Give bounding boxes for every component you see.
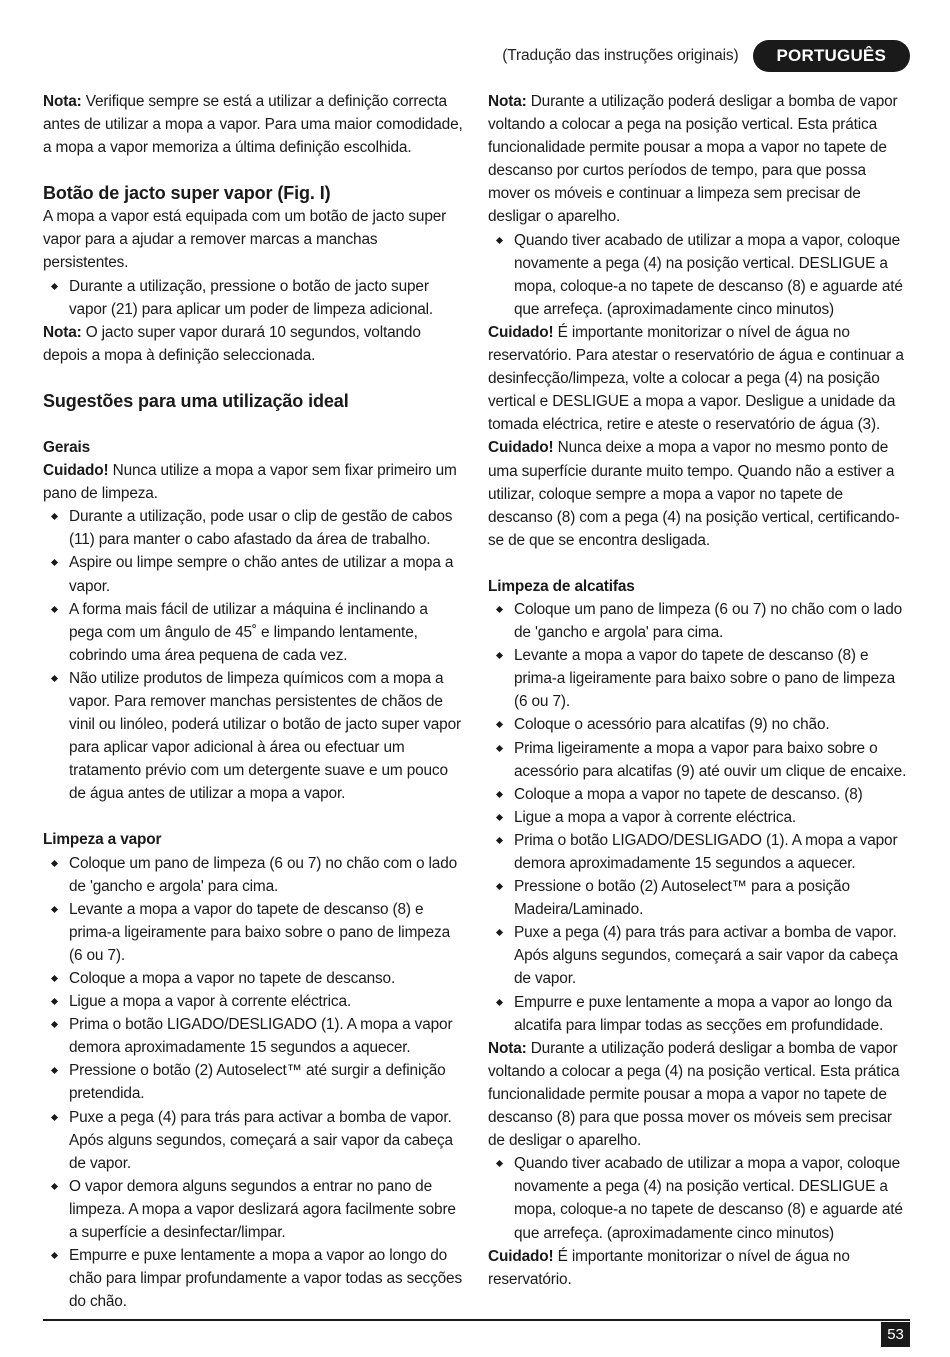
list-item: Empurre e puxe lentamente a mopa a vapor ao longo da alcatifa para limpar todas as secções em profundidade. bbox=[488, 991, 910, 1037]
list-item: Coloque um pano de limpeza (6 ou 7) no chão com o lado de 'gancho e argola' para cima. bbox=[43, 852, 465, 898]
note-label: Nota: bbox=[488, 1039, 527, 1057]
list-item: Prima o botão LIGADO/DESLIGADO (1). A mopa a vapor demora aproximadamente 15 segundos a aquecer. bbox=[43, 1013, 465, 1059]
page-header bbox=[502, 40, 910, 72]
note-paragraph bbox=[488, 1037, 910, 1152]
list-item: A forma mais fácil de utilizar a máquina é inclinando a pega com um ângulo de 45˚ e limpando lentamente, cobrindo uma área pequena de cada vez. bbox=[43, 598, 465, 667]
note-text: Durante a utilização poderá desligar a bomba de vapor voltando a colocar a pega na posição vertical. Esta prática funcionalidade permite pousar a mopa a vapor no tapete de descanso por curtos períodos de tempo, para que possa mover os móveis e continuar a limpeza sem precisar de desligar o aparelho. bbox=[488, 93, 898, 226]
note-text: O jacto super vapor durará 10 segundos, voltando depois a mopa à definição seleccionada. bbox=[43, 323, 421, 364]
steam-cleaning-list bbox=[43, 852, 465, 1314]
list-item: Quando tiver acabado de utilizar a mopa a vapor, coloque novamente a pega (4) na posição vertical. DESLIGUE a mopa, coloque-a no tapete de descanso (8) e aguarde até que arrefeça. (aproximadamente cinco minutos) bbox=[488, 229, 910, 321]
section-heading-tips: Sugestões para uma utilização ideal bbox=[43, 390, 349, 411]
caution-text: Nunca utilize a mopa a vapor sem fixar primeiro um pano de limpeza. bbox=[43, 462, 457, 503]
super-steam-intro: A mopa a vapor está equipada com um botão de jacto super vapor para a ajudar a remover marcas a manchas persistentes. bbox=[43, 208, 447, 272]
list-item: Levante a mopa a vapor do tapete de descanso (8) e prima-a ligeiramente para baixo sobre o pano de limpeza (6 ou 7). bbox=[43, 898, 465, 967]
list-item: Durante a utilização, pressione o botão de jacto super vapor (21) para aplicar um poder de limpeza adicional. bbox=[43, 275, 465, 321]
list-item: Ligue a mopa a vapor à corrente eléctrica. bbox=[488, 806, 910, 829]
list-item: Puxe a pega (4) para trás para activar a bomba de vapor. Após alguns segundos, começará a sair vapor da cabeça de vapor. bbox=[43, 1106, 465, 1175]
list-item: Levante a mopa a vapor do tapete de descanso (8) e prima-a ligeiramente para baixo sobre o pano de limpeza (6 ou 7). bbox=[488, 644, 910, 713]
section-heading-super-steam: Botão de jacto super vapor (Fig. I) bbox=[43, 183, 331, 204]
footer-rule bbox=[43, 1319, 910, 1321]
list-item: Prima o botão LIGADO/DESLIGADO (1). A mopa a vapor demora aproximadamente 15 segundos a aquecer. bbox=[488, 829, 910, 875]
note-paragraph bbox=[43, 321, 465, 367]
list-item: Puxe a pega (4) para trás para activar a bomba de vapor. Após alguns segundos, começará a sair vapor da cabeça de vapor. bbox=[488, 921, 910, 990]
left-column bbox=[43, 90, 465, 1313]
list-item: Quando tiver acabado de utilizar a mopa a vapor, coloque novamente a pega (4) na posição vertical. DESLIGUE a mopa, coloque-a no tapete de descanso (8) e aguarde até que arrefeça. (aproximadamente cinco minutos) bbox=[488, 1152, 910, 1244]
list-item: Coloque a mopa a vapor no tapete de descanso. bbox=[43, 967, 465, 990]
note-label: Nota: bbox=[488, 93, 527, 110]
caution-paragraph bbox=[43, 459, 465, 505]
list-item: Prima ligeiramente a mopa a vapor para baixo sobre o acessório para alcatifas (9) até ouvir um clique de encaixe. bbox=[488, 737, 910, 783]
super-steam-list bbox=[43, 275, 465, 321]
list-item: Coloque a mopa a vapor no tapete de descanso. (8) bbox=[488, 783, 910, 806]
list-item: Coloque o acessório para alcatifas (9) no chão. bbox=[488, 713, 910, 736]
note-label: Nota: bbox=[43, 93, 82, 110]
list-item: Empurre e puxe lentamente a mopa a vapor ao longo do chão para limpar profundamente a vapor todas as secções do chão. bbox=[43, 1244, 465, 1313]
finish-list bbox=[488, 1152, 910, 1244]
list-item: Aspire ou limpe sempre o chão antes de utilizar a mopa a vapor. bbox=[43, 551, 465, 597]
caution-text: É importante monitorizar o nível de água no reservatório. bbox=[488, 1247, 850, 1288]
right-column bbox=[488, 90, 910, 1291]
page-number: 53 bbox=[881, 1322, 910, 1347]
translation-note: (Tradução das instruções originais) bbox=[502, 47, 739, 65]
note-label: Nota: bbox=[43, 323, 82, 341]
list-item: Ligue a mopa a vapor à corrente eléctrica. bbox=[43, 990, 465, 1013]
subheading-general: Gerais bbox=[43, 438, 91, 456]
list-item: Não utilize produtos de limpeza químicos com a mopa a vapor. Para remover manchas persistentes de chãos de vinil ou linóleo, poderá utilizar o botão de jacto super vapor para aplicar vapor adicional à área ou efectuar um tratamento prévio com um detergente suave e um pouco de água antes de utilizar a mopa a vapor. bbox=[43, 667, 465, 806]
list-item: Coloque um pano de limpeza (6 ou 7) no chão com o lado de 'gancho e argola' para cima. bbox=[488, 598, 910, 644]
caution-paragraph bbox=[488, 321, 910, 436]
caution-text: Nunca deixe a mopa a vapor no mesmo ponto de uma superfície durante muito tempo. Quando não a estiver a utilizar, coloque sempre a mopa a vapor no tapete de descanso (8) com a pega (4) na posição vertical, certificando-se de que se encontra desligada. bbox=[488, 439, 900, 549]
list-item: Pressione o botão (2) Autoselect™ para a posição Madeira/Laminado. bbox=[488, 875, 910, 921]
list-item: Durante a utilização, pode usar o clip de gestão de cabos (11) para manter o cabo afastado da área de trabalho. bbox=[43, 505, 465, 551]
caution-label: Cuidado! bbox=[488, 323, 554, 341]
carpet-cleaning-list bbox=[488, 598, 910, 1037]
note-text: Durante a utilização poderá desligar a bomba de vapor voltando a colocar a pega (4) na posição vertical. Esta prática funcionalidade permite pousar a mopa a vapor no tapete de descanso (8) para que possa mover os móveis sem precisar de desligar o aparelho. bbox=[488, 1039, 900, 1150]
subheading-carpet-cleaning: Limpeza de alcatifas bbox=[488, 577, 635, 595]
general-tips-list bbox=[43, 505, 465, 805]
caution-paragraph bbox=[488, 1245, 910, 1291]
caution-label: Cuidado! bbox=[488, 1247, 554, 1265]
finish-list bbox=[488, 229, 910, 321]
note-text: Verifique sempre se está a utilizar a definição correcta antes de utilizar a mopa a vapor. Para uma maior comodidade, a mopa a vapor memoriza a última definição escolhida. bbox=[43, 93, 463, 157]
caution-text: É importante monitorizar o nível de água no reservatório. Para atestar o reservatório de água e continuar a desinfecção/limpeza, volte a colocar a pega (4) na posição vertical e DESLIGUE a mopa a vapor. Desligue a unidade da tomada eléctrica, retire e ateste o reservatório de água (3). bbox=[488, 323, 904, 434]
subheading-steam-cleaning: Limpeza a vapor bbox=[43, 831, 162, 849]
note-paragraph bbox=[488, 90, 910, 229]
caution-label: Cuidado! bbox=[43, 462, 109, 480]
note-paragraph bbox=[43, 90, 465, 159]
list-item: O vapor demora alguns segundos a entrar no pano de limpeza. A mopa a vapor deslizará agora facilmente sobre a superfície a desinfectar/limpar. bbox=[43, 1175, 465, 1244]
list-item: Pressione o botão (2) Autoselect™ até surgir a definição pretendida. bbox=[43, 1059, 465, 1105]
language-badge: PORTUGUÊS bbox=[753, 40, 910, 72]
caution-label: Cuidado! bbox=[488, 439, 554, 457]
caution-paragraph bbox=[488, 436, 910, 551]
